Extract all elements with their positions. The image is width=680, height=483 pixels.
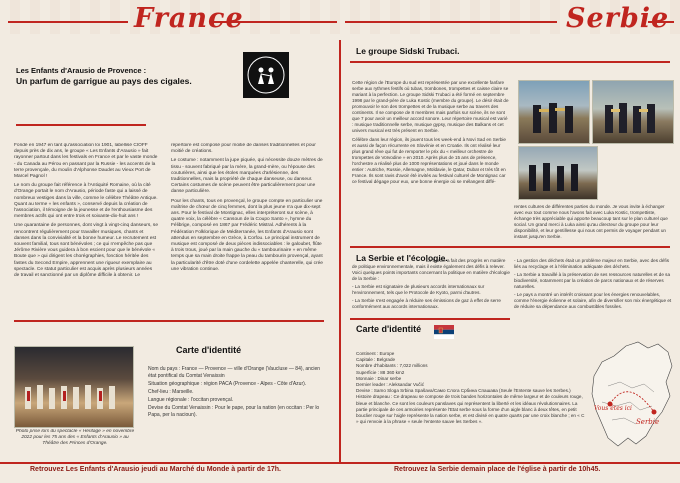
france-paragraph: Fondé en 1947 en tant qu'association loi 1901, labellisé CIOFF depuis près de dix ans, le groupe « Les Enfants d'Arausio » fait rayonner partout dans les festivals en France et par le vaste monde - du Canada au Pérou en passant par la Russie - les accents de la terre provençale, du moulin d'Alphonse Daudet au Vieux Port de Marcel Pagnol ! xyxy=(14,143,158,180)
id-line: Chef-lieu : Marseille. xyxy=(148,389,194,395)
dancers-illustration xyxy=(15,347,133,427)
serbie-paragraph: Cette région de l'Europe du sud est représentée par une excellente fanfare serbe aux rythmes festifs où tubas, trombones, trompettes et caisse claire se mariant à la perfection. Le groupe Sidski Trubaci a été formé en septembre 1998 par le grand-père de Luka Kostic (membre du groupe). Le désir était de promouvoir le son des trompettes et de la musique serbe au travers des continents. Il se compose de 8 membres mais parfois sur scène, ils ne sont que 7 pour avoir un meilleur accord sonore. Leur répertoire musical est varié : musique traditionnelle serbe, musique gypsy, musique des Balkans et cet univers musical est très présent en Serbie. xyxy=(352,80,509,133)
france-id-title: Carte d'identité xyxy=(176,345,242,355)
serbie-eco-title: La Serbie et l'écologie. xyxy=(356,253,448,263)
serbie-band-photo-2 xyxy=(592,80,674,144)
eco-paragraph: - Le pays a montré un intérêt croissant pour les énergies renouvelables, comme l'énergie éolienne et solaire, afin de diversifier son mix énergétique et de réduire sa dépendance aux combustibles fossiles. xyxy=(514,292,672,309)
header-rule-right-a xyxy=(345,21,557,23)
france-group-title: Les Enfants d'Arausio de Provence : xyxy=(16,66,147,75)
trumpeters-illustration xyxy=(593,81,673,143)
id-line: Nombre d'habitants : 7,022 millions xyxy=(356,363,428,369)
france-paragraph: Une quarantaine de personnes, dont vingt à vingt-cinq danseurs, se rencontrent régulièrement pour travailler musiques, chants et danses dans la convivialité et la bonne humeur. Le recrutement est souvent familial, tous sont bénévoles ; ce qui n'empêche pas que Jérôme Rivière vous guidera à bon escient pour que le bénévole « Boute que » qui dirigent les chorégraphies, fonction héritée des fastes du Second Empire, apprennent une rigueur exemplaire au spectacle. Ce statut particulier est acquis après plusieurs années de travail et sanctionné par un diplôme difficile à obtenir. Le xyxy=(14,223,158,279)
serbie-title: Serbie xyxy=(566,3,670,34)
france-paragraph: Pour les chants, tous en provençal, le groupe compte en particulier une maîtrise de chœur de cinq femmes, dont la plus jeune n'a que dix-sept ans. Pour le festival de Montignac, elles interpréteront sur scène, à quatre voix, la célèbre « Cansoun de la Coupo Santo », hymne du Félibrige, composé en 1867 par Frédéric Mistral. Adhérents à la Fédération Folklorique de Méditerranée, les Enfants d'Arausio sont attendus en septembre en Grèce, à Corfou. Le principal instrument de musique est composé de deux pièces indissociables : le galoubet, flûte à trois trous, joué par la main gauche du « tambourinaire » en même temps que sa main droite frappe la peau du tambourin provençal, ayant la particularité d'être doté d'une cordelette appelée chanterelle, qui crée une vibration continue. xyxy=(171,198,323,272)
serbie-eco-left xyxy=(352,258,510,314)
serbie-intro-text xyxy=(352,80,510,248)
serbie-eco-rule-top xyxy=(350,246,670,248)
header-rule-left-a xyxy=(8,21,128,23)
serbie-eco-rule-bottom xyxy=(350,318,510,320)
id-line: Histoire drapeau : Ce drapeau se compose de trois bandes horizontales de même largeur et de couleurs rouge, bleue et blanche. Ce sont les couleurs panslaves qui représentent la liberté et les idéaux révolutionnaires. La partie principale de ces armoiries représente l'Etat serbe sous la forme d'un aigle blanc à deux têtes, en petit bouclier rouge sur l'aigle représente la nation serbe, et est divisé en quatre quarts par une croix blanche ; en « C » qui renvoie à la phrase « seule l'entente sauve les Serbes ». xyxy=(356,394,585,425)
france-text-col2 xyxy=(171,143,323,317)
france-id-rule xyxy=(14,320,324,322)
eco-paragraph: - La Serbie s'est engagée à réduire ses émissions de gaz à effet de serre conformément aux accords internationaux. xyxy=(352,298,501,309)
id-line: Monnaie : Dinar serbe xyxy=(356,375,402,381)
eco-paragraph: La Serbie a fait des progrès en matière de politique environnementale, mais il existe également des défis à relever. Voici quelques points importants concernant la politique en matière d'écologie de la Serbie : xyxy=(352,258,510,281)
arausio-logo xyxy=(243,52,289,98)
eco-paragraph: - La gestion des déchets était un problème majeur en Serbie, avec des défis liés au recyclage et à l'élimination adéquate des déchets. xyxy=(514,258,670,269)
france-group-subtitle: Un parfum de garrigue au pays des cigales. xyxy=(16,76,192,86)
france-title: France xyxy=(134,3,244,34)
serbie-footer: Retrouvez la Serbie demain place de l'église à partir de 10h45. xyxy=(394,466,601,473)
france-photo-caption: Photo prise lors du spectacle « Héritage » en novembre 2022 pour les 75 ans des « Enfants d'Arausio » au Théâtre des Princes d'Orange. xyxy=(15,429,135,447)
map-label-serbie: Serbie xyxy=(636,418,660,426)
france-id-details xyxy=(148,366,328,441)
france-intro-rule xyxy=(16,124,146,126)
center-divider xyxy=(339,40,341,465)
map-label-here: Vous êtes ici xyxy=(594,405,632,412)
id-line: Devise : Samo Sloga Srbina Spašava/Само Слога Србина Спашава (Seule l'Entente sauve les Serbes.) xyxy=(356,388,571,394)
id-line: Dernier leader : Aleksandar Vučić xyxy=(356,382,425,388)
trumpeters-illustration xyxy=(519,81,589,143)
europe-map-icon xyxy=(588,326,676,458)
eco-paragraph: - La Serbie a travaillé à la préservation de ses ressources naturelles et de sa biodiversité, notamment par la création de parcs nationaux et de réserves naturelles. xyxy=(514,272,671,289)
serbie-id-details xyxy=(356,351,586,459)
id-line: Devise du Comtat Venaissin : Pour le pape, pour la nation (en occitan : Per lo Papa, per la nacioun). xyxy=(148,405,320,418)
france-paragraph: répertoire est composé pour moitié de danses traditionnelles et pour moitié de créations. xyxy=(171,143,316,155)
europe-map xyxy=(588,326,676,458)
id-line: Langue régionale : l'occitan provençal. xyxy=(148,397,234,403)
id-line: Situation géographique : région PACA (Provence - Alpes - Côte d'Azur). xyxy=(148,381,307,387)
france-paragraph: Le costume : notamment la jupe piquée, qui nécessite douze mètres de tissu - souvent fabriqué par la mère, la grand-mère, ou l'épouse des couturières, ainsi que les étoles marquées d'arlésienne, des traditionnelles, mais la propriété de chaque danseuse, ou danseur. Certains costumes de scène peuvent être particulièrement pour une danse particulière. xyxy=(171,158,323,195)
id-line: Capitale : Belgrade xyxy=(356,357,396,363)
serbie-id-title: Carte d'identité xyxy=(356,324,422,334)
france-stage-photo xyxy=(14,346,134,428)
serbie-band-photo-1 xyxy=(518,80,590,144)
serbie-band-photo-3 xyxy=(518,146,598,200)
france-text-col1 xyxy=(14,143,158,327)
serbia-flag-icon xyxy=(434,325,454,339)
serbie-eco-right xyxy=(514,258,672,316)
serbie-group-title: Le groupe Sidski Trubaci. xyxy=(356,46,460,56)
id-line: Superficie : 88 360 km2 xyxy=(356,369,405,375)
serbie-title-rule xyxy=(350,61,670,63)
serbie-paragraph: Célèbre dans leur région, ils jouent tous les week-end à Novi Sad en Serbie et aussi de façon récurrente en Slovénie et en Croatie. Ils ont réalisé leur plus grand rêve qui fut de remporter le prix du « meilleur orchestre de trompettes de Voïvodine » en 2010. Après plus de 15 ans de présence, l'orchestre a réalisé plus de 1000 représentations et joué dans le monde entier : Autriche, Russie, Allemagne, Moldavie, le Qatar, Dubaï et très tôt en France. Ils sont ravis d'avoir été invités au festival culturel de Montignac car ce festival dégage pour eux, une bonne énergie où se mélangent diffé- xyxy=(352,137,506,184)
trumpeters-illustration xyxy=(519,147,597,199)
dancers-logo-icon xyxy=(243,52,289,98)
france-paragraph: Le nom du groupe fait référence à l'Antiquité Romaine, où la cité d'Orange portait le nom d'Arausio, période faste qui a laissé de nombreux vestiges dans la ville, comme le célèbre Théâtre Antique. Quant au terme « les enfants », conservé depuis la création de l'association, il témoigne de la jeunesse et de l'enthousiasme des membres actifs qui ont entre trois et soixante-dix-huit ans ! xyxy=(14,183,158,220)
eco-paragraph: - La Serbie est signataire de plusieurs accords internationaux sur l'environnement, tels que le Protocole de Kyoto, parmi d'autres. xyxy=(352,284,485,295)
france-footer: Retrouvez Les Enfants d'Arausio jeudi au Marché du Monde à partir de 17h. xyxy=(30,466,281,473)
serbie-intro-right-text: rentes cultures de différentes parties du monde. Je vous invite à échanger avec eux tout comme nous l'avons fait avec Luka Kostic, trompettiste, échange très appréciable qui apporte beaucoup tant sur le plan culturel que social. Un grand merci à Luka ainsi qu'au directeur du groupe pour leur disponibilité, et leur gentillesse qui nous ont permis de voyager pendant un instant jusqu'en Serbie. xyxy=(514,204,668,239)
id-line: Continent : Europe xyxy=(356,351,395,356)
id-line: Nom du pays : France — Provence — ville d'Orange (Vaucluse — 84), ancien état pontifical du Comtat Venaissin xyxy=(148,366,321,379)
